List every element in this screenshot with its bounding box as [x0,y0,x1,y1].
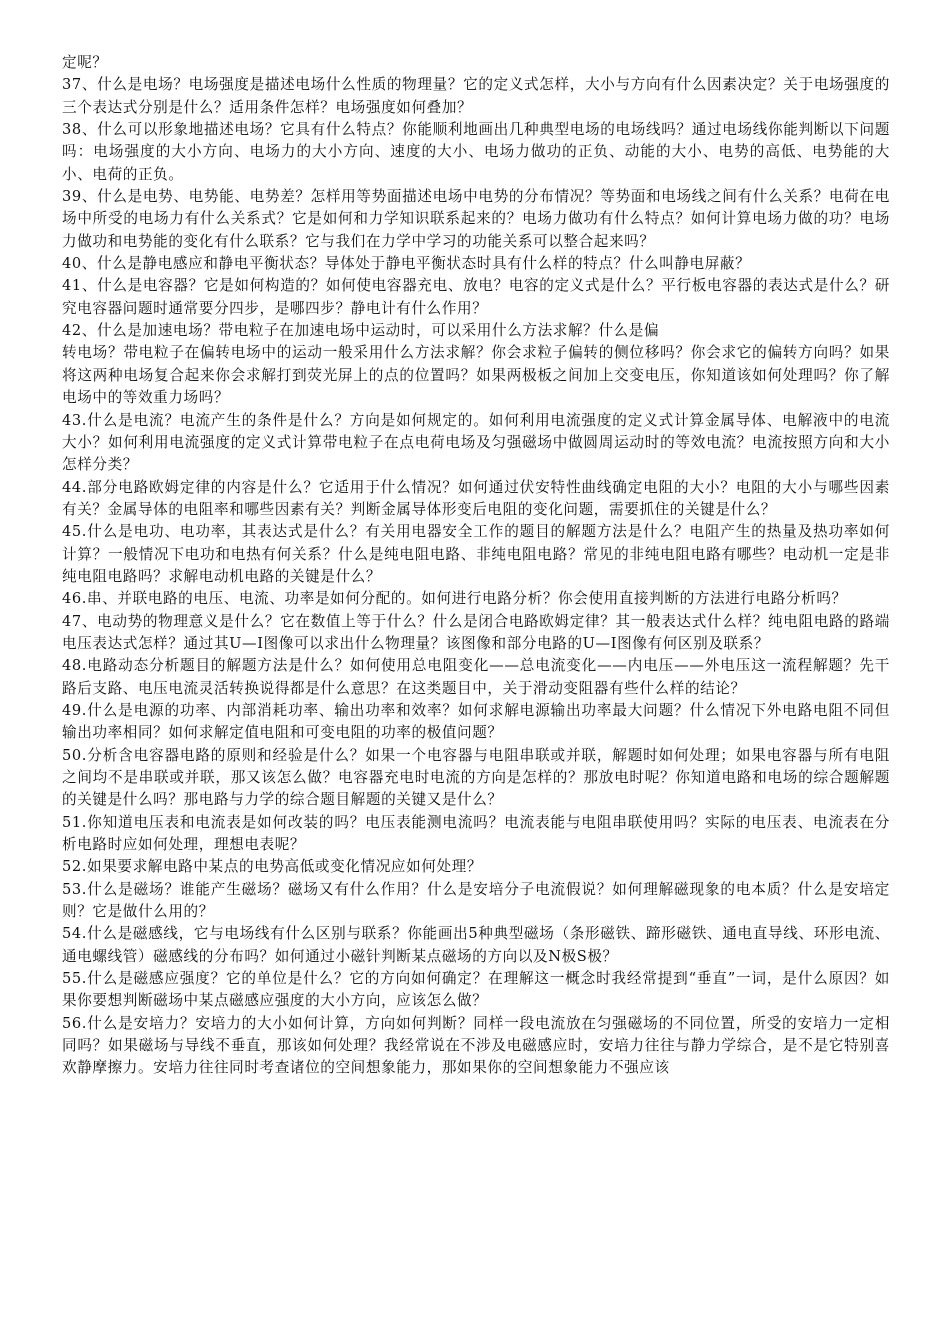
question-40: 40、什么是静电感应和静电平衡状态？导体处于静电平衡状态时具有什么样的特点？什么叫静电屏蔽？ [62,255,751,273]
question-42-part-1: 42、什么是加速电场？带电粒子在加速电场中运动时，可以采用什么方法求解？什么是偏 [62,322,660,340]
question-46: 46.串、并联电路的电压、电流、功率是如何分配的。如何进行电路分析？你会使用直接判断的方法进行电路分析吗？ [62,590,847,608]
question-41: 41、什么是电容器？它是如何构造的？如何使电容器充电、放电？电容的定义式是什么？平行板电容器的表达式是什么？研究电容器问题时通常要分四步，是哪四步？静电计有什么作用？ [62,277,890,317]
question-37: 37、什么是电场？电场强度是描述电场什么性质的物理量？它的定义式怎样，大小与方向有什么因素决定？关于电场强度的三个表达式分别是什么？适用条件怎样？电场强度如何叠加？ [62,76,890,116]
question-52: 52.如果要求解电路中某点的电势高低或变化情况应如何处理？ [62,858,483,876]
question-50: 50.分析含电容器电路的原则和经验是什么？如果一个电容器与电阻串联或并联，解题时如何处理；如果电容器与所有电阻之间均不是串联或并联，那又该怎么做？电容器充电时电流的方向是怎样的？那放电时呢？你知道电路和电场的综合题解题的关键是什么吗？那电路与力学的综合题目解题的关键又是什么？ [62,746,890,809]
paragraph-continuation: 定呢？ [62,54,108,71]
question-49: 49.什么是电源的功率、内部消耗功率、输出功率和效率？如何求解电源输出功率最大问题？什么情况下外电路电阻不同但输出功率相同？如何求解定值电阻和可变电阻的功率的极值问题？ [62,701,890,742]
question-55: 55.什么是磁感应强度？它的单位是什么？它的方向如何确定？在理解这一概念时我经常提到“垂直”一词，是什么原因？如果你要想判断磁场中某点磁感应强度的大小方向，应该怎么做？ [62,970,890,1010]
question-44: 44.部分电路欧姆定律的内容是什么？它适用于什么情况？如何通过伏安特性曲线确定电阻的大小？电阻的大小与哪些因素有关？金属导体的电阻率和哪些因素有关？判断金属导体形变后电阻的变化问题，需要抓住的关键是什么？ [62,478,890,518]
question-42-part-2: 转电场？带电粒子在偏转电场中的运动一般采用什么方法求解？你会求粒子偏转的侧位移吗？你会求它的偏转方向吗？如果将这两种电场复合起来你会求解打到荧光屏上的点的位置吗？如果两极板之间加上交变电压，你知道该如何处理吗？你了解电场中的等效重力场吗？ [62,344,890,407]
question-51: 51.你知道电压表和电流表是如何改装的吗？电压表能测电流吗？电流表能与电阻串联使用吗？实际的电压表、电流表在分析电路时应如何处理，理想电表呢？ [62,813,890,854]
question-47: 47、电动势的物理意义是什么？它在数值上等于什么？什么是闭合电路欧姆定律？其一般表达式什么样？纯电阻电路的路端电压表达式怎样？通过其U—I图像可以求出什么物理量？该图像和部分电路的U—I图像有何区别及联系？ [62,612,890,652]
question-45: 45.什么是电功、电功率，其表达式是什么？有关用电器安全工作的题目的解题方法是什么？电阻产生的热量及热功率如何计算？一般情况下电功和电热有何关系？什么是纯电阻电路、非纯电阻电路？常见的非纯电阻电路有哪些？电动机一定是非纯电阻电路吗？求解电动机电路的关键是什么？ [62,523,890,585]
question-48: 48.电路动态分析题目的解题方法是什么？如何使用总电阻变化——总电流变化——内电压——外电压这一流程解题？先干路后支路、电压电流灵活转换说得都是什么意思？在这类题目中，关于滑动变阻器有些什么样的结论？ [62,657,890,697]
question-43: 43.什么是电流？电流产生的条件是什么？方向是如何规定的。如何利用电流强度的定义式计算金属导体、电解液中的电流大小？如何利用电流强度的定义式计算带电粒子在点电荷电场及匀强磁场中做圆周运动时的等效电流？电流按照方向和大小怎样分类？ [62,411,890,474]
document-page [62,52,890,1332]
question-53: 53.什么是磁场？谁能产生磁场？磁场又有什么作用？什么是安培分子电流假说？如何理解磁现象的电本质？什么是安培定则？它是做什么用的？ [62,880,890,921]
question-54: 54.什么是磁感线，它与电场线有什么区别与联系？你能画出5种典型磁场（条形磁铁、蹄形磁铁、通电直导线、环形电流、通电螺线管）磁感线的分布吗？如何通过小磁针判断某点磁场的方向以及N极S极？ [62,925,890,965]
question-56: 56.什么是安培力？安培力的大小如何计算，方向如何判断？同样一段电流放在匀强磁场的不同位置，所受的安培力一定相同吗？如果磁场与导线不垂直，那该如何处理？我经常说在不涉及电磁感应时，安培力往往与静力学综合，是不是它特别喜欢静摩擦力。安培力往往同时考查诸位的空间想象能力，那如果你的空间想象能力不强应该 [62,1014,890,1077]
question-38: 38、什么可以形象地描述电场？它具有什么特点？你能顺利地画出几种典型电场的电场线吗？通过电场线你能判断以下问题吗：电场强度的大小方向、电场力的大小方向、速度的大小、电场力做功的正负、动能的大小、电势的高低、电势能的大小、电荷的正负。 [62,121,890,183]
question-39: 39、什么是电势、电势能、电势差？怎样用等势面描述电场中电势的分布情况？等势面和电场线之间有什么关系？电荷在电场中所受的电场力有什么关系式？它是如何和力学知识联系起来的？电场力做功有什么特点？如何计算电场力做的功？电场力做功和电势能的变化有什么联系？它与我们在力学中学习的功能关系可以整合起来吗？ [62,188,890,250]
